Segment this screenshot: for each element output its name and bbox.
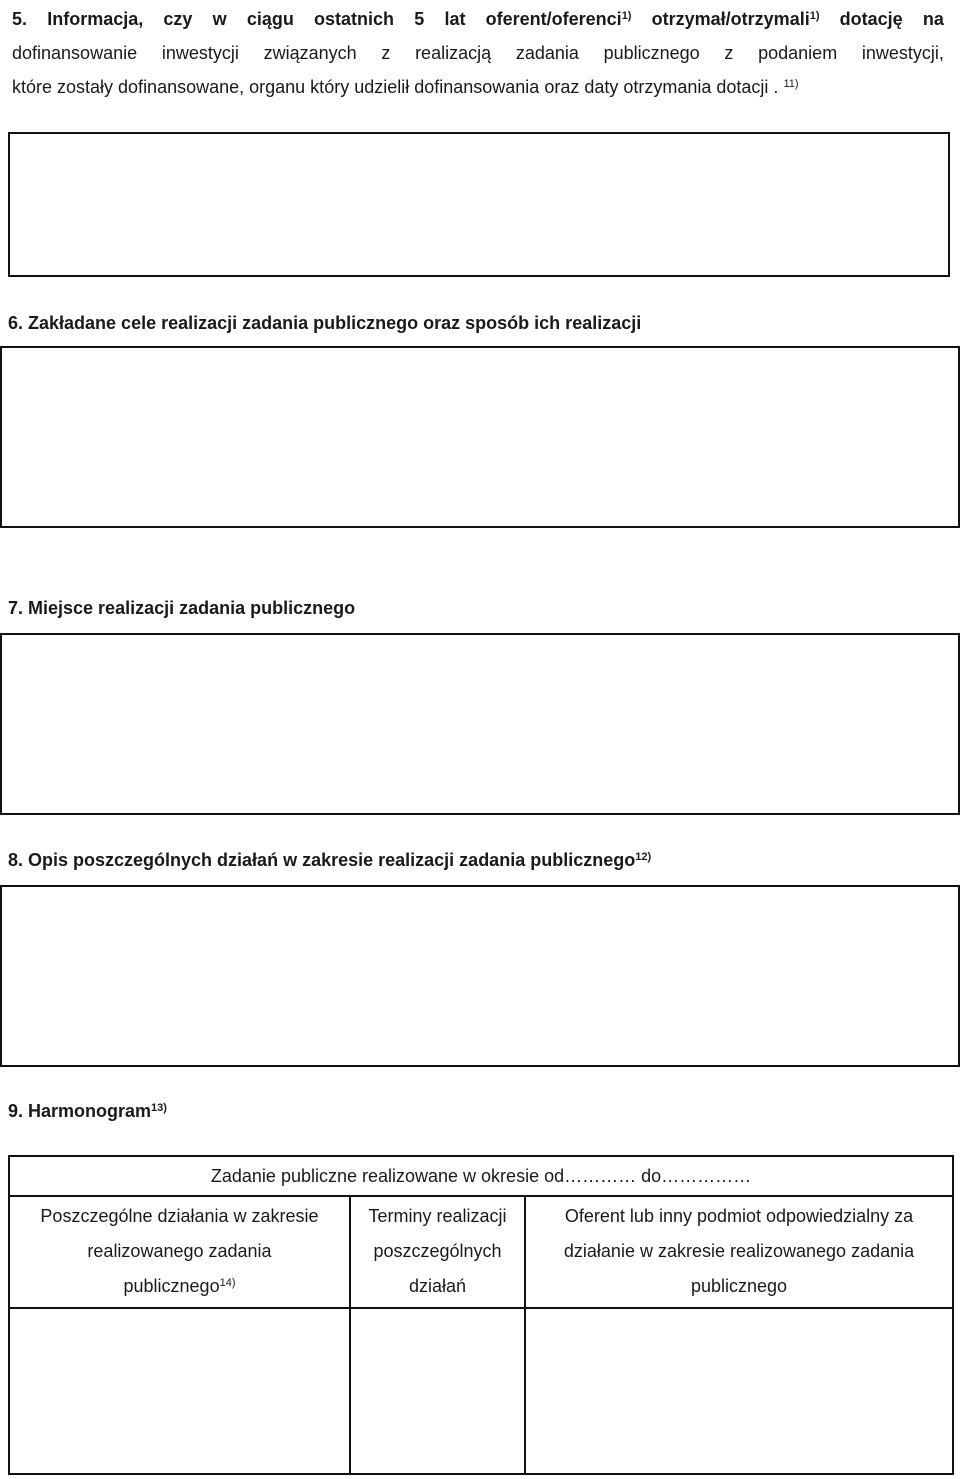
section-5-line-3: które zostały dofinansowane, organu który udzielił dofinansowania oraz daty otrzymania dotacji . $^{11)}$ bbox=[12, 77, 799, 97]
footnote-ref: 12) bbox=[635, 851, 652, 863]
section-5-text bbox=[12, 2, 944, 104]
footnote-ref: 13) bbox=[151, 1102, 167, 1114]
section-6-answer-box[interactable] bbox=[0, 346, 960, 528]
section-7-heading: 7. Miejsce realizacji zadania publicznego bbox=[8, 598, 356, 618]
period-cell[interactable]: Zadanie publiczne realizowane w okresie od………… do…………… bbox=[9, 1156, 953, 1196]
section-8-heading: 8. Opis poszczególnych działań w zakresie realizacji zadania publicznego$^{12)}$ bbox=[8, 850, 652, 870]
footnote-ref: 14) bbox=[219, 1277, 236, 1289]
footnote-ref: 1) bbox=[809, 10, 820, 22]
section-8-answer-box[interactable] bbox=[0, 885, 960, 1067]
section-number: 5. bbox=[12, 9, 28, 29]
section-5-answer-box[interactable] bbox=[8, 132, 950, 277]
period-row bbox=[9, 1156, 953, 1196]
section-5-line-2: dofinansowanie inwestycji związanych z realizacją zadania publicznego z podaniem inwestycji, bbox=[12, 43, 944, 63]
column-header-activities: Poszczególne działania w zakresie realizowanego zadania publicznego$^{14)}$ bbox=[9, 1196, 350, 1308]
table-row bbox=[9, 1308, 953, 1474]
column-header-row bbox=[9, 1196, 953, 1308]
deadlines-cell[interactable] bbox=[350, 1308, 525, 1474]
harmonogram-table bbox=[8, 1155, 954, 1475]
responsible-cell[interactable] bbox=[525, 1308, 953, 1474]
section-7-answer-box[interactable] bbox=[0, 633, 960, 815]
column-header-responsible: Oferent lub inny podmiot odpowiedzialny za działanie w zakresie realizowanego zadania publicznego bbox=[525, 1196, 953, 1308]
footnote-ref: 1) bbox=[621, 10, 632, 22]
section-9-heading: 9. Harmonogram$^{13)}$ bbox=[8, 1101, 167, 1121]
footnote-ref: 11) bbox=[783, 78, 799, 90]
section-5-line-1: 5. Informacja, czy w ciągu ostatnich 5 lat oferent/oferenci$^{1)}$ otrzymał/otrzymali$^{1)}$ dotację na bbox=[12, 2, 944, 36]
activities-cell[interactable] bbox=[9, 1308, 350, 1474]
column-header-deadlines: Terminy realizacji poszczególnych działań bbox=[350, 1196, 525, 1308]
section-6-heading: 6. Zakładane cele realizacji zadania publicznego oraz sposób ich realizacji bbox=[8, 313, 642, 333]
